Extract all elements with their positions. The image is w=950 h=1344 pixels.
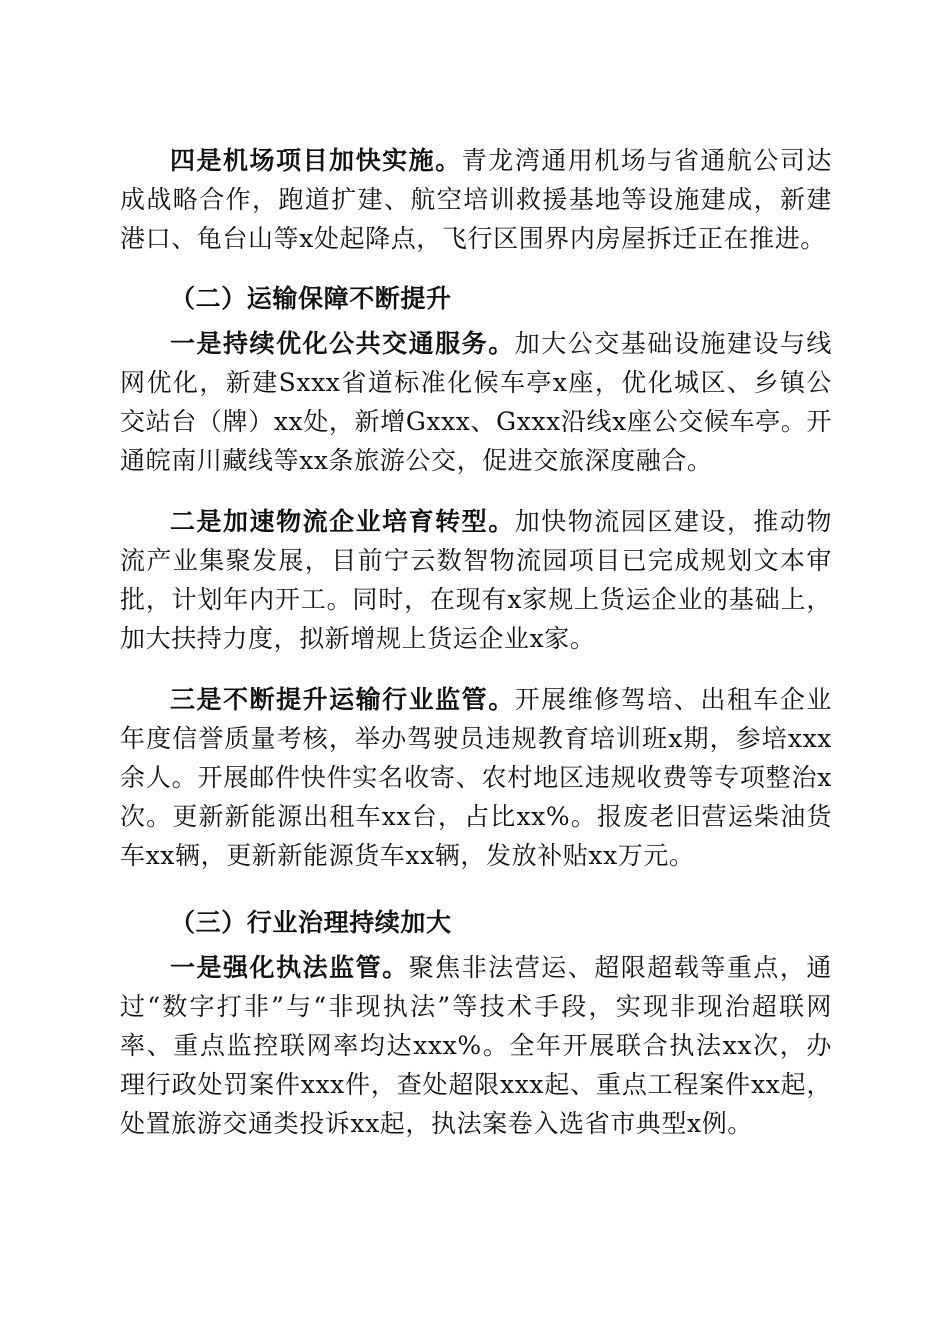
paragraph-logistics — [120, 502, 832, 658]
paragraph-public-transport — [120, 324, 832, 480]
paragraph-body: 开展维修驾培、出租车企业年度信誉质量考核，举办驾驶员违规教育培训班x期，参培xxx余人。开展邮件快件实名收寄、农村地区违规收费等专项整治x次。更新新能源出租车xx台，占比xx%。报废老旧营运柴油货车xx辆，更新新能源货车xx辆，发放补贴xx万元。 — [120, 685, 832, 870]
section-heading-industry-governance: （三）行业治理持续加大 — [170, 908, 452, 937]
paragraph-body: 青龙湾通用机场与省通航公司达成战略合作，跑道扩建、航空培训救援基地等设施建成，新建港口、龟台山等x处起降点，飞行区围界内房屋拆迁正在推进。 — [120, 146, 832, 253]
paragraph-law-enforcement — [120, 948, 832, 1143]
paragraph-body: 加快物流园区建设，推动物流产业集聚发展，目前宁云数智物流园项目已完成规划文本审批，计划年内开工。同时，在现有x家规上货运企业的基础上，加大扶持力度，拟新增规上货运企业x家。 — [120, 507, 832, 653]
paragraph-lead: 一是持续优化公共交通服务。 — [170, 329, 515, 358]
paragraph-lead: 二是加速物流企业培育转型。 — [170, 507, 515, 536]
paragraph-body: 聚焦非法营运、超限超载等重点，通过“数字打非”与“非现执法”等技术手段，实现非现治超联网率、重点监控联网率均达xxx%。全年开展联合执法xx次，办理行政处罚案件xxx件，查处超限xxx起、重点工程案件xx起，处置旅游交通类投诉xx起，执法案卷入选省市典型x例。 — [120, 953, 832, 1138]
paragraph-lead: 四是机场项目加快实施。 — [170, 146, 462, 175]
paragraph-airport-projects — [120, 141, 832, 258]
paragraph-lead: 一是强化执法监管。 — [170, 953, 409, 982]
paragraph-industry-supervision — [120, 680, 832, 875]
paragraph-body: 加大公交基础设施建设与线网优化，新建Sxxx省道标准化候车亭x座，优化城区、乡镇公交站台（牌）xx处，新增Gxxx、Gxxx沿线x座公交候车亭。开通皖南川藏线等xx条旅游公交，促进交旅深度融合。 — [120, 329, 832, 475]
paragraph-lead: 三是不断提升运输行业监管。 — [170, 685, 515, 714]
section-heading-transport-support: （二）运输保障不断提升 — [170, 284, 452, 313]
